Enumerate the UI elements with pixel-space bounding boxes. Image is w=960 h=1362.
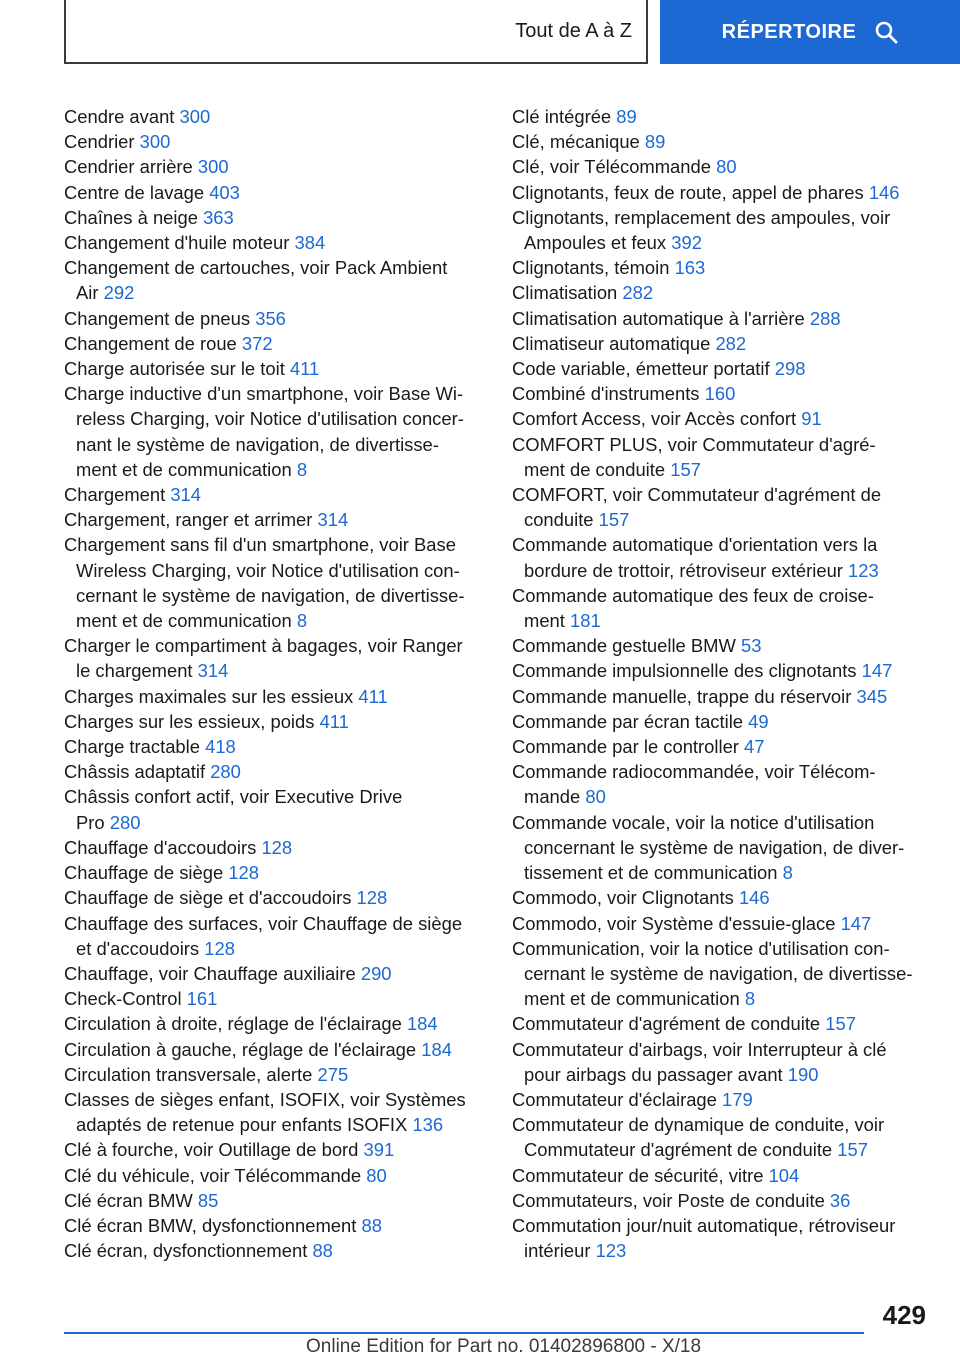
index-entry-text: Circulation transversale, alerte <box>64 1063 313 1085</box>
index-entry-text: Commodo, voir Clignotants <box>512 887 734 909</box>
index-entry-text: Air <box>76 282 99 304</box>
index-entry <box>512 154 932 179</box>
page-link[interactable]: 8 <box>296 610 308 632</box>
page-link[interactable]: 292 <box>103 282 135 304</box>
index-entry-text: Chargement sans fil d'un smartphone, voir Base <box>64 534 456 556</box>
index-entry <box>64 1163 484 1188</box>
page-link[interactable]: 85 <box>197 1189 219 1211</box>
index-entry-text: pour airbags du passager avant <box>524 1063 783 1085</box>
index-entry-text: tissement et de communication <box>524 862 778 884</box>
index-entry <box>64 154 484 179</box>
index-entry-text: Commutateur de sécurité, vitre <box>512 1164 764 1186</box>
index-entry <box>512 759 932 809</box>
page-link[interactable]: 275 <box>317 1063 349 1085</box>
page-link[interactable]: 88 <box>312 1240 333 1262</box>
index-entry-text: Commande gestuelle BMW <box>512 635 736 657</box>
index-entry-text: Chauffage d'accoudoirs <box>64 836 257 858</box>
index-entry-text: nant le système de navigation, de divertisse- <box>76 433 439 455</box>
index-entry <box>64 1011 484 1036</box>
page-link[interactable]: 123 <box>595 1240 627 1262</box>
index-entry <box>512 1163 932 1188</box>
page-link[interactable]: 391 <box>363 1139 395 1161</box>
page-number: 429 <box>882 1300 926 1330</box>
index-entry <box>512 406 932 431</box>
index-entry <box>64 230 484 255</box>
index-entry-text: Charges maximales sur les essieux <box>64 685 354 707</box>
index-entry <box>512 104 932 129</box>
page-link[interactable]: 53 <box>740 635 762 657</box>
page-link[interactable]: 91 <box>801 408 822 430</box>
page-link[interactable]: 300 <box>139 131 171 153</box>
page-link[interactable]: 372 <box>241 332 273 354</box>
index-entry-text: Commutateur d'éclairage <box>512 1088 717 1110</box>
index-entry-text: Ampoules et feux <box>524 232 667 254</box>
index-entry <box>64 1037 484 1062</box>
page-link[interactable]: 345 <box>856 685 888 707</box>
index-entry <box>512 205 932 255</box>
index-entry-text: Châssis confort actif, voir Executive Drive <box>64 786 403 808</box>
page-link[interactable]: 356 <box>255 307 286 329</box>
index-entry <box>512 583 932 633</box>
page-link[interactable]: 146 <box>868 181 900 203</box>
page-link[interactable]: 190 <box>787 1063 819 1085</box>
index-entry-text: Charges sur les essieux, poids <box>64 710 315 732</box>
page-link[interactable]: 123 <box>848 559 879 581</box>
index-entry <box>64 860 484 885</box>
index-entry-text: Chauffage, voir Chauffage auxiliaire <box>64 962 356 984</box>
index-entry-text: reless Charging, voir Notice d'utilisation concer- <box>76 408 464 430</box>
index-entry-text: Charge tractable <box>64 736 200 758</box>
index-entry <box>64 507 484 532</box>
index-entry-text: Wireless Charging, voir Notice d'utilisation con- <box>76 559 460 581</box>
index-entry <box>512 1037 932 1087</box>
index-entry-text: Clignotants, témoin <box>512 257 670 279</box>
index-entry-text: intérieur <box>524 1240 591 1262</box>
page-link[interactable]: 384 <box>294 232 326 254</box>
page-link[interactable]: 314 <box>317 509 349 531</box>
index-entry-text: cernant le système de navigation, de divertisse- <box>524 962 913 984</box>
index-entry <box>64 129 484 154</box>
index-entry-text: Charge inductive d'un smartphone, voir Base Wi- <box>64 383 464 405</box>
index-entry-text: Commande vocale, voir la notice d'utilisation <box>512 811 875 833</box>
page-link[interactable]: 280 <box>109 811 141 833</box>
index-entry <box>64 331 484 356</box>
index-entry <box>64 684 484 709</box>
index-entry <box>64 709 484 734</box>
index-entry-text: Chargement, ranger et arrimer <box>64 509 313 531</box>
page-link[interactable]: 36 <box>829 1189 851 1211</box>
page-link[interactable]: 288 <box>809 307 841 329</box>
index-entry-text: Commande automatique d'orientation vers la <box>512 534 878 556</box>
search-icon[interactable] <box>874 20 898 44</box>
tab-repertoire[interactable] <box>660 0 960 64</box>
page-link[interactable]: 411 <box>358 685 388 707</box>
footer-edition-text: Online Edition for Part no. 01402896800 - X/18 <box>306 1336 702 1357</box>
page-link[interactable]: 80 <box>366 1164 387 1186</box>
index-entry-text: Changement d'huile moteur <box>64 232 290 254</box>
index-entry-text: Châssis adaptatif <box>64 761 206 783</box>
index-entry-text: Chauffage de siège et d'accoudoirs <box>64 887 352 909</box>
index-entry-text: Commande par le controller <box>512 736 739 758</box>
page-link[interactable]: 403 <box>209 181 240 203</box>
index-entry <box>512 658 932 683</box>
page-link[interactable]: 392 <box>671 232 702 254</box>
page-link[interactable]: 300 <box>197 156 229 178</box>
page-link[interactable]: 179 <box>722 1088 753 1110</box>
page-link[interactable]: 181 <box>570 610 601 632</box>
index-entry-text: ment et de communication <box>76 610 292 632</box>
index-entry-text: Commutateur d'agrément de conduite <box>524 1139 833 1161</box>
index-entry-text: le chargement <box>76 660 193 682</box>
index-entry <box>64 1238 484 1263</box>
page-link[interactable]: 290 <box>360 962 392 984</box>
index-entry <box>64 532 484 633</box>
page-link[interactable]: 314 <box>170 484 202 506</box>
index-entry-text: Clé, voir Télécommande <box>512 156 711 178</box>
index-entry <box>512 331 932 356</box>
page-link[interactable]: 49 <box>748 710 769 732</box>
index-entry-text: Commodo, voir Système d'essuie-glace <box>512 912 836 934</box>
footer-divider <box>64 1332 864 1334</box>
index-entry <box>64 759 484 784</box>
index-entry <box>512 1087 932 1112</box>
index-entry <box>64 205 484 230</box>
page-link[interactable]: 128 <box>204 937 235 959</box>
index-entry <box>64 961 484 986</box>
index-entry <box>512 709 932 734</box>
index-entry-text: Charge autorisée sur le toit <box>64 358 285 380</box>
index-entry <box>64 104 484 129</box>
index-column-left <box>64 104 484 1263</box>
index-entry-text: Cendrier <box>64 131 135 153</box>
index-entry <box>512 911 932 936</box>
index-column-right <box>512 104 932 1263</box>
index-entry <box>512 255 932 280</box>
page-link[interactable]: 8 <box>782 862 793 884</box>
index-entry-text: Combiné d'instruments <box>512 383 700 405</box>
page-link[interactable]: 157 <box>825 1013 856 1035</box>
page-link[interactable]: 128 <box>261 836 293 858</box>
index-entry-text: Communication, voir la notice d'utilisation con- <box>512 937 890 959</box>
index-entry-text: Clé à fourche, voir Outillage de bord <box>64 1139 359 1161</box>
page-link[interactable]: 163 <box>674 257 706 279</box>
index-entry <box>512 885 932 910</box>
index-entry-text: Chaînes à neige <box>64 206 198 228</box>
index-entry-text: ment <box>524 610 565 632</box>
index-entry <box>512 129 932 154</box>
page-link[interactable]: 300 <box>179 106 211 127</box>
page-link[interactable]: 157 <box>670 458 701 480</box>
index-entry-text: Commande impulsionnelle des clignotants <box>512 660 857 682</box>
index-entry-text: Chauffage des surfaces, voir Chauffage de siège <box>64 912 463 934</box>
page-link[interactable]: 80 <box>716 156 737 178</box>
index-entry-text: Clé écran BMW, dysfonctionnement <box>64 1214 357 1236</box>
index-entry <box>512 1011 932 1036</box>
page-link[interactable]: 161 <box>186 988 218 1010</box>
page-link[interactable]: 128 <box>228 862 259 884</box>
page-link[interactable]: 146 <box>738 887 770 909</box>
index-entry <box>64 180 484 205</box>
index-entry-text: Changement de pneus <box>64 307 251 329</box>
index-entry-text: COMFORT PLUS, voir Commutateur d'agré- <box>512 433 876 455</box>
index-entry-text: COMFORT, voir Commutateur d'agrément de <box>512 484 882 506</box>
page-link[interactable]: 157 <box>837 1139 868 1161</box>
page-link[interactable]: 80 <box>585 786 606 808</box>
page-link[interactable]: 88 <box>361 1214 382 1236</box>
page-link[interactable]: 136 <box>412 1114 444 1136</box>
index-entry-text: Chargement <box>64 484 166 506</box>
index-entry-text: mande <box>524 786 581 808</box>
page-link[interactable]: 282 <box>715 332 747 354</box>
index-entry-text: Circulation à droite, réglage de l'éclairage <box>64 1013 402 1035</box>
index-entry-text: Classes de sièges enfant, ISOFIX, voir Systèmes <box>64 1088 466 1110</box>
index-entry-text: Commande manuelle, trappe du réservoir <box>512 685 852 707</box>
index-entry <box>512 432 932 482</box>
tab-repertoire-label: RÉPERTOIRE <box>721 20 857 43</box>
index-entry-text: Commutateurs, voir Poste de conduite <box>512 1189 825 1211</box>
index-entry-text: Clé intégrée <box>512 106 612 127</box>
index-entry-text: Clé, mécanique <box>512 131 640 153</box>
index-entry-text: Centre de lavage <box>64 181 205 203</box>
index-entry-text: conduite <box>524 509 594 531</box>
page-link[interactable]: 8 <box>744 988 756 1010</box>
index-entry <box>512 734 932 759</box>
page-link[interactable]: 157 <box>598 509 630 531</box>
index-entry-text: ment et de communication <box>76 458 292 480</box>
index-entry <box>64 1062 484 1087</box>
page-link[interactable]: 282 <box>622 282 654 304</box>
page-link[interactable]: 147 <box>840 912 872 934</box>
index-entry <box>64 255 484 305</box>
page-link[interactable]: 89 <box>616 106 637 127</box>
index-entry <box>64 1213 484 1238</box>
index-entry-text: ment de conduite <box>524 458 666 480</box>
index-entry-text: Clé écran BMW <box>64 1189 193 1211</box>
index-entry <box>64 356 484 381</box>
index-entry-text: Changement de cartouches, voir Pack Ambient <box>64 257 448 279</box>
index-entry <box>512 936 932 1012</box>
index-entry-text: Clé du véhicule, voir Télécommande <box>64 1164 362 1186</box>
page-link[interactable]: 8 <box>296 458 308 480</box>
page-link[interactable]: 184 <box>406 1013 438 1035</box>
index-entry <box>64 885 484 910</box>
index-entry-text: Clé écran, dysfonctionnement <box>64 1240 308 1262</box>
index-entry <box>512 1213 932 1263</box>
index-entry-text: Commutation jour/nuit automatique, rétroviseur <box>512 1214 896 1236</box>
index-entry <box>512 306 932 331</box>
index-entry <box>64 482 484 507</box>
index-entry-text: Charger le compartiment à bagages, voir Ranger <box>64 635 463 657</box>
index-entry-text: bordure de trottoir, rétroviseur extérieur <box>524 559 843 581</box>
index-entry <box>512 381 932 406</box>
page-link[interactable]: 418 <box>205 736 236 758</box>
index-entry-text: Climatiseur automatique <box>512 332 711 354</box>
page-link[interactable]: 411 <box>319 710 349 732</box>
page-link[interactable]: 314 <box>197 660 229 682</box>
index-entry <box>64 911 484 961</box>
index-entry <box>64 381 484 482</box>
index-entry-text: adaptés de retenue pour enfants ISOFIX <box>76 1114 408 1136</box>
index-entry <box>512 356 932 381</box>
index-entry-text: Climatisation <box>512 282 618 304</box>
tab-tout-de-a-a-z-label: Tout de A à Z <box>515 19 632 42</box>
index-entry-text: Clignotants, remplacement des ampoules, voir <box>512 206 891 228</box>
index-entry-text: Commutateur de dynamique de conduite, voir <box>512 1114 885 1136</box>
index-entry-text: Cendrier arrière <box>64 156 193 178</box>
index-entry <box>512 280 932 305</box>
index-entry-text: et d'accoudoirs <box>76 937 200 959</box>
index-entry <box>64 1087 484 1137</box>
index-entry-text: cernant le système de navigation, de divertisse- <box>76 584 465 606</box>
page-link[interactable]: 47 <box>744 736 765 758</box>
page-link[interactable]: 89 <box>644 131 666 153</box>
index-entry-text: Comfort Access, voir Accès confort <box>512 408 797 430</box>
index-entry <box>64 1188 484 1213</box>
index-entry <box>512 1188 932 1213</box>
index-entry <box>64 734 484 759</box>
index-entry-text: Commande par écran tactile <box>512 710 744 732</box>
tab-tout-de-a-a-z[interactable] <box>64 0 648 64</box>
index-entry <box>512 482 932 532</box>
index-entry-text: Commutateur d'agrément de conduite <box>512 1013 821 1035</box>
index-entry <box>512 810 932 886</box>
page-link[interactable]: 147 <box>861 660 893 682</box>
index-entry-text: Commutateur d'airbags, voir Interrupteur à clé <box>512 1038 887 1060</box>
index-entry-text: Commande automatique des feux de croise- <box>512 584 874 606</box>
index-entry <box>512 532 932 582</box>
index-entry <box>64 986 484 1011</box>
index-entry-text: Circulation à gauche, réglage de l'éclairage <box>64 1038 417 1060</box>
page-link[interactable]: 298 <box>774 358 806 380</box>
index-entry <box>64 784 484 834</box>
index-entry-text: Changement de roue <box>64 332 237 354</box>
index-entry-text: Commande radiocommandée, voir Télécom- <box>512 761 876 783</box>
index-entry <box>512 684 932 709</box>
index-entry-text: Code variable, émetteur portatif <box>512 358 770 380</box>
index-entry-text: Clignotants, feux de route, appel de phares <box>512 181 864 203</box>
index-entry-text: Climatisation automatique à l'arrière <box>512 307 805 329</box>
page-link[interactable]: 128 <box>356 887 388 909</box>
index-entry-text: ment et de communication <box>524 988 740 1010</box>
index-entry <box>512 1112 932 1162</box>
index-entry-text: Check-Control <box>64 988 182 1010</box>
page-link[interactable]: 184 <box>421 1038 452 1060</box>
page-link[interactable]: 160 <box>704 383 736 405</box>
page-link[interactable]: 104 <box>768 1164 800 1186</box>
index-entry-text: concernant le système de navigation, de diver- <box>524 836 905 858</box>
index-entry <box>64 633 484 683</box>
index-entry <box>64 306 484 331</box>
index-entry <box>64 835 484 860</box>
index-entry <box>64 1137 484 1162</box>
page-link[interactable]: 411 <box>289 358 320 380</box>
index-entry <box>512 180 932 205</box>
page-link[interactable]: 363 <box>203 206 234 228</box>
index-entry-text: Pro <box>76 811 105 833</box>
index-entry <box>512 633 932 658</box>
index-entry-text: Chauffage de siège <box>64 862 224 884</box>
page-link[interactable]: 280 <box>210 761 241 783</box>
index-entry-text: Cendre avant <box>64 106 175 127</box>
